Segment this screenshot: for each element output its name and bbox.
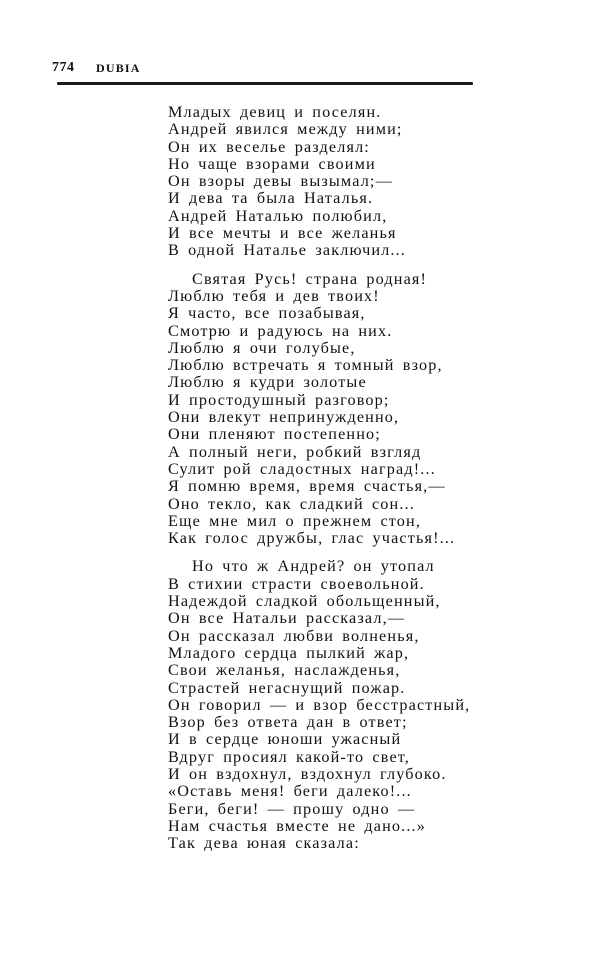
verse-line: Еще мне мил о прежнем стон, <box>168 511 422 530</box>
verse-line: А полный неги, робкий взгляд <box>168 442 422 461</box>
poem-body <box>168 104 548 852</box>
verse-line: И дева та была Наталья. <box>168 189 374 208</box>
verse-line: В одной Наталье заключил... <box>168 241 406 260</box>
header-rule-divider <box>57 82 473 85</box>
verse-line: Оно текло, как сладкий сон... <box>168 494 415 513</box>
verse-line: Он взоры девы вызымал;— <box>168 172 393 191</box>
verse-line: Страстей негаснущий пожар. <box>168 678 406 697</box>
verse-line: Он рассказал любви волненья, <box>168 626 420 645</box>
verse-line: Они пленяют постепенно; <box>168 425 381 444</box>
verse-line: Он их веселье разделял: <box>168 137 370 156</box>
verse-line: Люблю я очи голубые, <box>168 338 356 357</box>
verse-line: Они влекут непринужденно, <box>168 408 400 427</box>
verse-line: «Оставь меня! беги далеко!... <box>168 782 412 801</box>
verse-line: Андрей Наталью полюбил, <box>168 206 388 225</box>
verse-line-indented: Но что ж Андрей? он утопал <box>192 557 435 576</box>
verse-line: Надеждой сладкой обольщенный, <box>168 592 441 611</box>
verse-line: Люблю встречать я томный взор, <box>168 356 443 375</box>
verse-line: Свои желанья, наслажденья, <box>168 661 401 680</box>
verse-line: Взор без ответа дан в ответ; <box>168 713 408 732</box>
verse-line: Смотрю и радуюсь на них. <box>168 321 393 340</box>
verse-line: Он все Натальи рассказал,— <box>168 609 406 628</box>
verse-line: Я помню время, время счастья,— <box>168 477 446 496</box>
verse-line: И все мечты и все желанья <box>168 224 397 243</box>
verse-line: Сулит рой сладостных наград!... <box>168 459 436 478</box>
verse-line: Люблю я кудри золотые <box>168 373 367 392</box>
verse-line: Как голос дружбы, глас участья!... <box>168 529 456 548</box>
verse-line-indented: Святая Русь! страна родная! <box>192 269 428 288</box>
verse-line: Так дева юная сказала: <box>168 834 360 853</box>
verse-line: И простодушный разговор; <box>168 390 390 409</box>
verse-line: Люблю тебя и дев твоих! <box>168 286 380 305</box>
stanza-2 <box>168 271 548 548</box>
verse-line: Младого сердца пылкий жар, <box>168 643 410 662</box>
verse-line: Вдруг просиял какой-то свет, <box>168 747 410 766</box>
verse-line: Нам счастья вместе не дано...» <box>168 816 426 835</box>
section-title: DUBIA <box>96 61 141 75</box>
verse-line: Я часто, все позабывая, <box>168 304 366 323</box>
verse-line: Младых девиц и поселян. <box>168 103 382 121</box>
verse-line: Беги, беги! — прошу одно — <box>168 799 416 818</box>
page-number: 774 <box>52 60 75 75</box>
verse-line: И он вздохнул, вздохнул глубоко. <box>168 764 447 783</box>
verse-line: Он говорил — и взор бесстрастный, <box>168 695 471 714</box>
verse-line: Но чаще взорами своими <box>168 154 376 173</box>
verse-line: Андрей явился между ними; <box>168 120 403 139</box>
stanza-3 <box>168 558 548 852</box>
verse-line: В стихии страсти своевольной. <box>168 574 425 593</box>
running-head <box>52 60 477 80</box>
stanza-1 <box>168 104 548 260</box>
verse-line: И в сердце юноши ужасный <box>168 730 402 749</box>
